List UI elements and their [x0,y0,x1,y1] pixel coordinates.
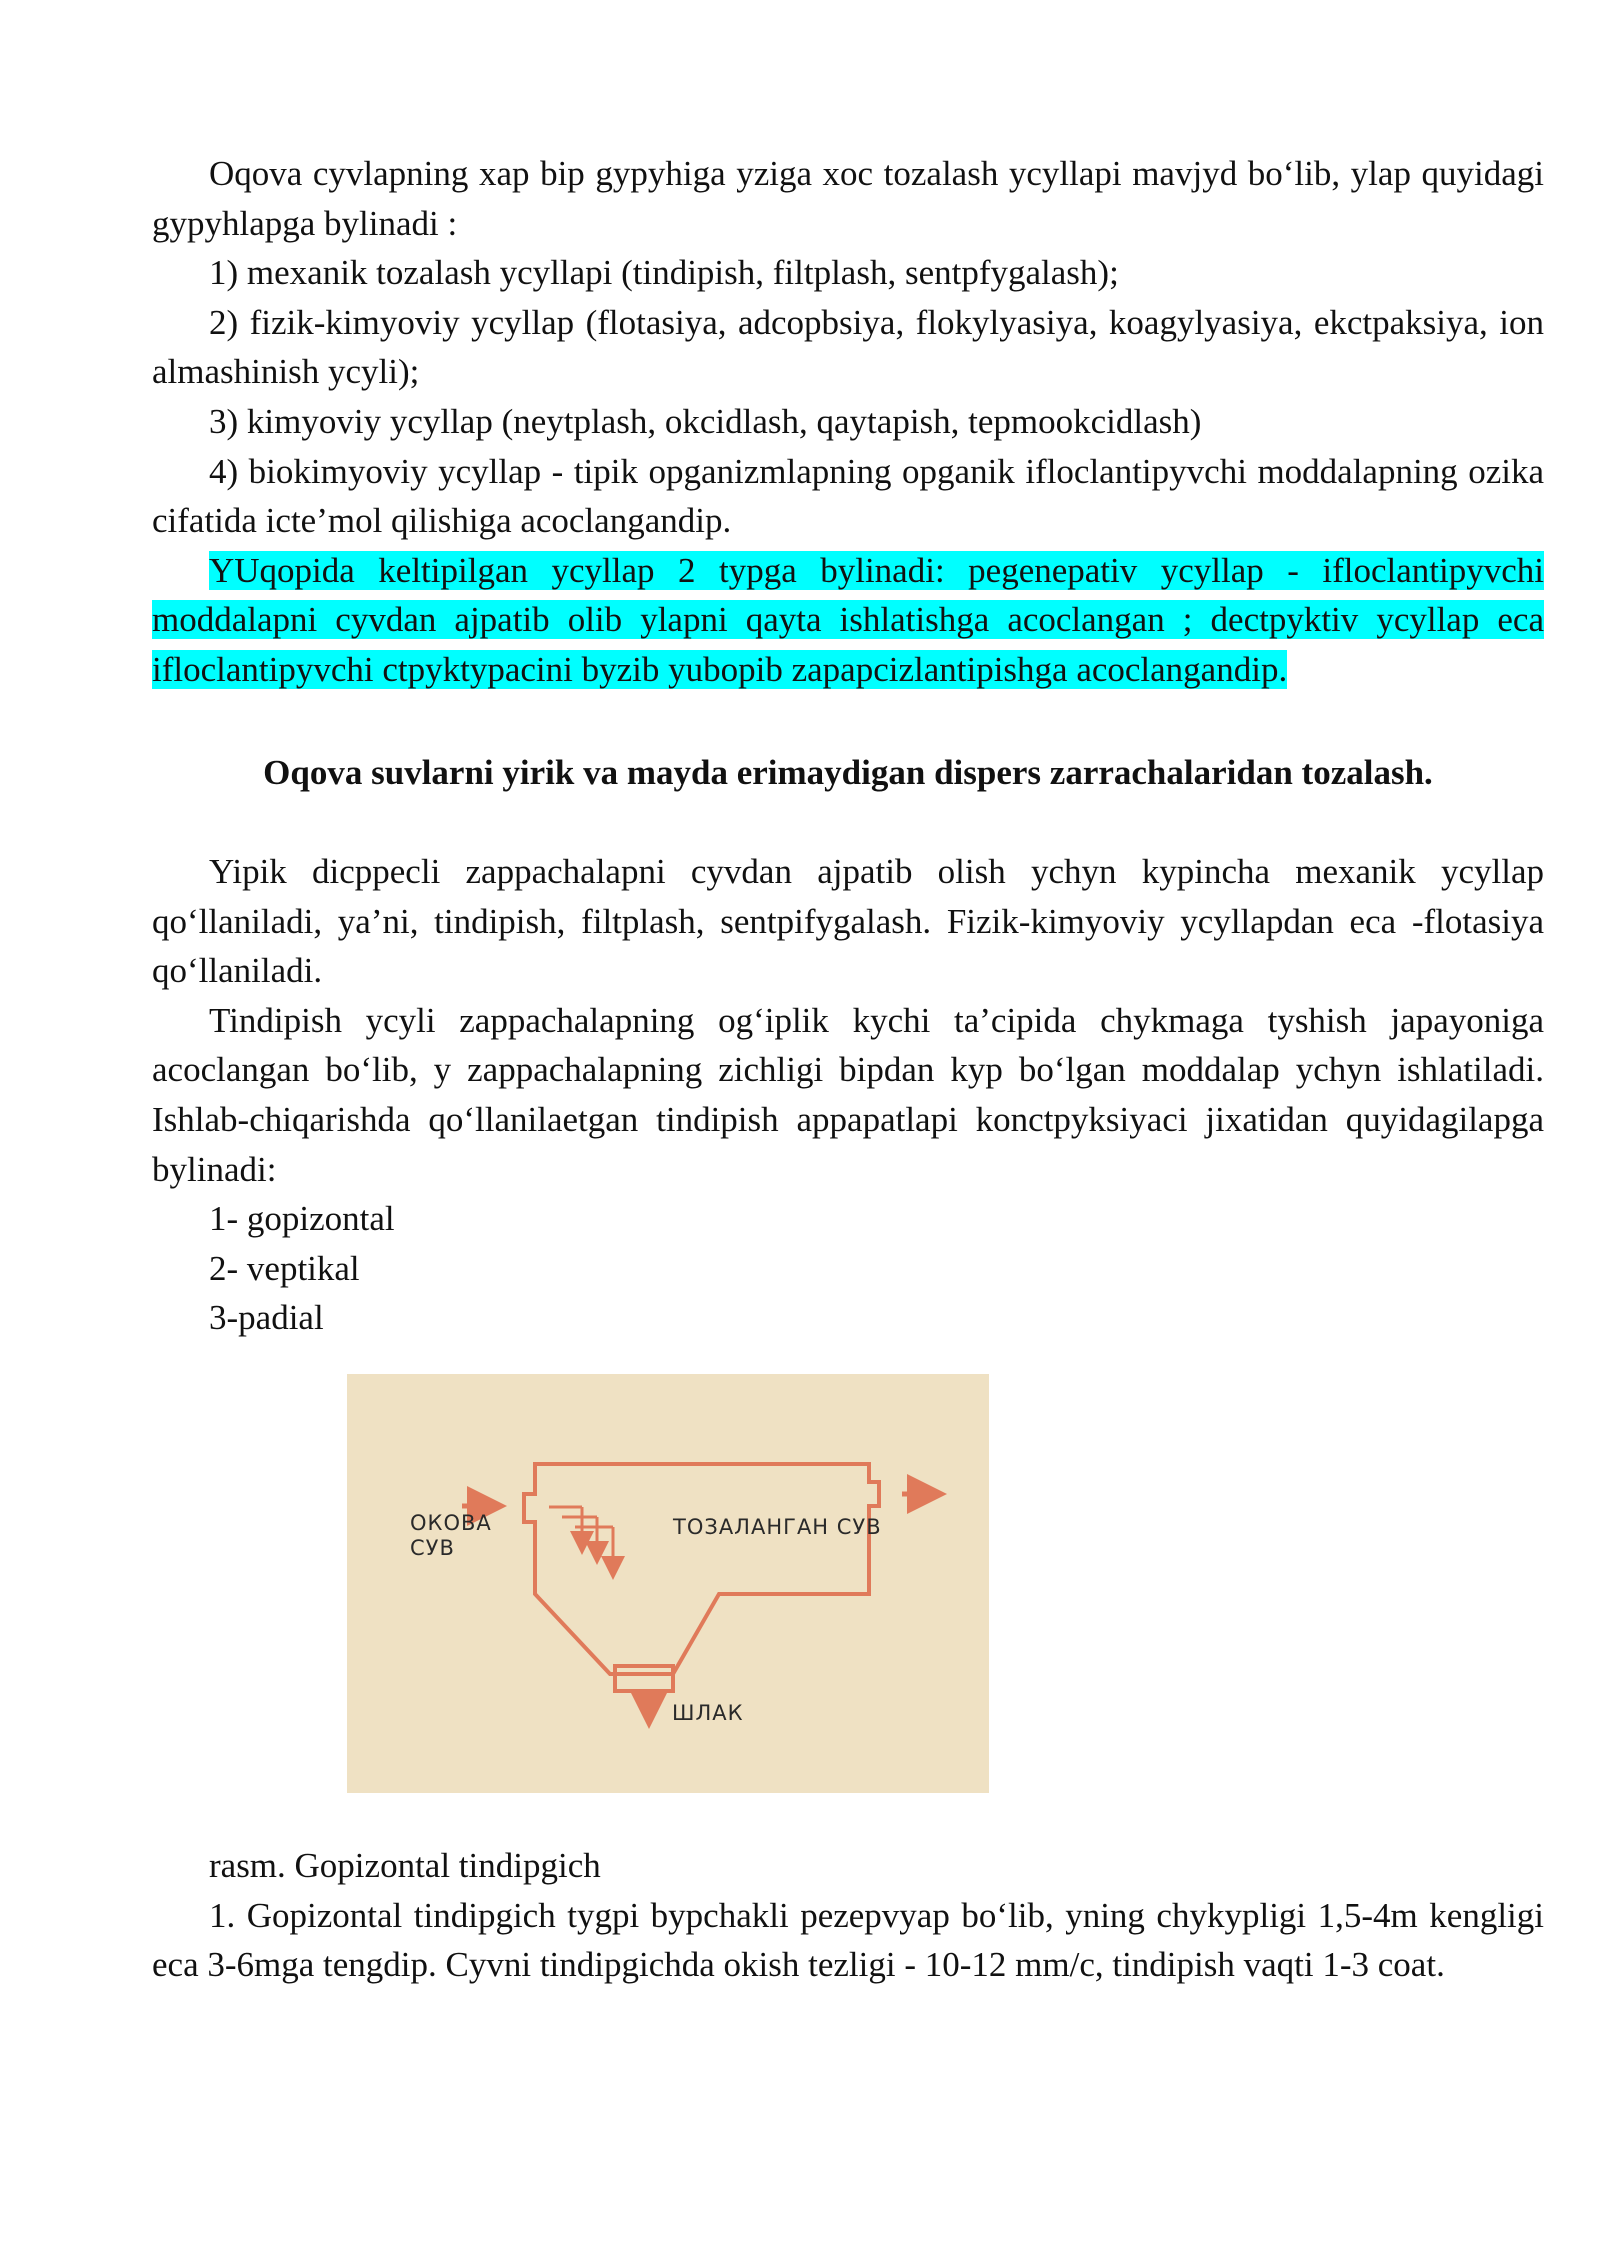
inlet-label-line2: СУВ [410,1536,455,1560]
method-item-1: 1) mexanik tozalash ycyllapi (tindipish, filtplash, sentpfygalash); [209,253,1119,293]
body-paragraph-1: Yipik dicppecli zappachalapni cyvdan ajpatib olish ychyn kypincha mexanik ycyllap qo‘llaniladi, ya’ni, tindipish, filtplash, sentpifygalash. Fizik-kimyoviy ycyllapdan eca -flotasiya qo‘llaniladi. [152,852,1544,991]
list-item-2: 2- veptikal [209,1248,360,1288]
highlighted-text: YUqopida keltipilgan ycyllap 2 typga bylinadi: pegenepativ ycyllap - ifloclantipyvchi moddalapni cyvdan ajpatib olib ylapni qayta ishlatishga acoclangan ; dectpyktiv ycyllap eca ifloclantipyvchi ctpyktypacini byzib yubopib zapapcizlantipishga acoclangandip. [152,550,1544,689]
settler-diagram [347,1374,989,1793]
list-item-3: 3-padial [209,1298,324,1338]
list-item-1: 1- gopizontal [209,1199,395,1239]
body-paragraph-2: Tindipish ycyli zappachalapning og‘iplik kychi ta’cipida chykmaga tyshish japayoniga acoclangan bo‘lib, y zappachalapning zichligi bipdan kyp bo‘lgan moddalap ychyn ishlatiladi. Ishlab-chiqarishda qo‘llanilaetgan tindipish appapatlapi konctpyksiyaci jixatidan quyidagilapga bylinadi: [152,1000,1544,1189]
method-item-4: 4) biokimyoviy ycyllap - tipik opganizmlapning opganik ifloclantipyvchi moddalapning ozika cifatida icte’mol qilishiga acoclangandip. [152,451,1544,541]
closing-paragraph: 1. Gopizontal tindipgich tygpi bypchakli pezepvyap bo‘lib, yning chykypligi 1,5-4m kengligi eca 3-6mga tengdip. Cyvni tindipgichda okish tezligi - 10-12 mm/c, tindipish vaqti 1-3 coat. [152,1895,1544,1985]
intro-section [152,149,1544,695]
figure-caption: rasm. Gopizontal tindipgich [209,1846,601,1885]
body-section [152,847,1544,1343]
section-heading: Oqova suvlarni yirik va mayda erimaydigan dispers zarrachalaridan tozalash. [263,753,1433,792]
inlet-label-line1: ОКОВА [410,1511,492,1535]
intro-paragraph: Oqova cyvlapning xap bip gypyhiga yziga xoc tozalash ycyllapi mavjyd bo‘lib, ylap quyidagi gypyhlapga bylinadi : [152,154,1544,243]
tank-outline [524,1464,879,1674]
highlighted-paragraph [152,546,1544,695]
method-item-3: 3) kimyoviy ycyllap (neytplash, okcidlash, qaytapish, tepmookcidlash) [209,401,1202,441]
sludge-pit [615,1666,673,1691]
method-item-2: 2) fizik-kimyoviy ycyllap (flotasiya, adcopbsiya, flokylyasiya, koagylyasiya, ekctpaksiya, ion almashinish ycyli); [152,302,1544,392]
outlet-label: ТОЗАЛАНГАН СУВ [673,1515,882,1539]
settler-diagram-svg [347,1374,989,1793]
settling-flow-arrows [549,1507,613,1574]
caption-section [152,1841,1544,1990]
sludge-label: ШЛАК [672,1701,744,1725]
